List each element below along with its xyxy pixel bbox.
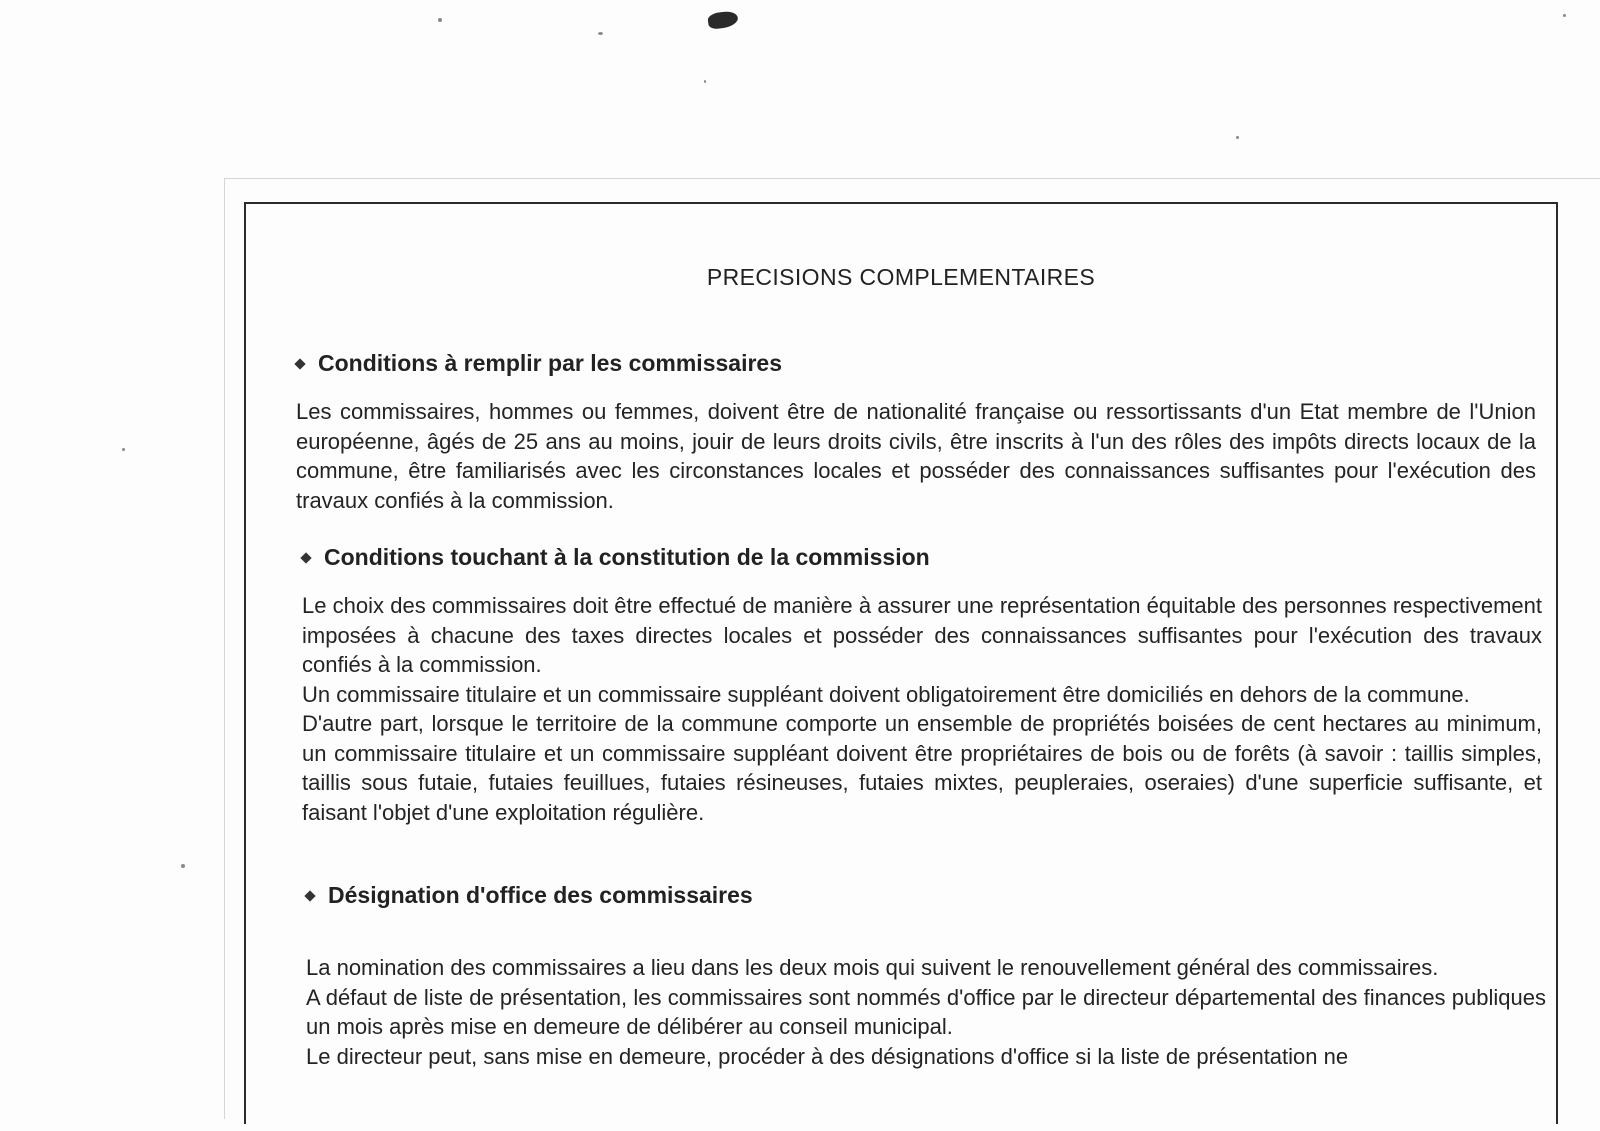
paragraph: Un commissaire titulaire et un commissaire suppléant doivent obligatoirement être domiciliés en dehors de la commune.	[302, 681, 1470, 707]
section-heading-text: Conditions touchant à la constitution de la commission	[324, 544, 930, 570]
scan-speck	[1236, 136, 1239, 139]
scan-speck	[704, 80, 706, 83]
paragraph: La nomination des commissaires a lieu dans les deux mois qui suivent le renouvellement général des commissaires.	[306, 955, 1439, 980]
section-heading	[302, 544, 1542, 571]
section-heading-text: Conditions à remplir par les commissaires	[318, 350, 782, 376]
section-heading-text: Désignation d'office des commissaires	[328, 882, 753, 908]
document-title: PRECISIONS COMPLEMENTAIRES	[706, 264, 1096, 290]
paragraph: Le directeur peut, sans mise en demeure, procéder à des désignations d'office si la liste de présentation ne	[306, 1043, 1349, 1069]
scan-speck	[181, 864, 185, 868]
paragraph: Le choix des commissaires doit être effectué de manière à assurer une représentation équitable des personnes respectivement imposées à chacune des taxes directes locales et posséder des connaissances suffisantes pour l'exécution des travaux confiés à la commission.	[302, 593, 1542, 677]
scan-speck	[1563, 14, 1566, 17]
section-heading	[296, 350, 1536, 377]
ink-blot	[707, 10, 739, 30]
scan-speck	[598, 32, 603, 35]
bullet-diamond-icon	[304, 890, 315, 901]
section-heading	[306, 882, 1546, 909]
section-designation-office	[306, 882, 1546, 1071]
scan-speck	[122, 448, 125, 451]
paragraph: Les commissaires, hommes ou femmes, doivent être de nationalité française ou ressortissants d'un Etat membre de l'Union européenne, âgés de 25 ans au moins, jouir de leurs droits civils, être inscrits à l'un des rôles des impôts directs locaux de la commune, être familiarisés avec les circonstances locales et posséder des connaissances suffisantes pour l'exécution des travaux confiés à la commission.	[296, 399, 1536, 513]
scan-speck	[438, 18, 442, 22]
section-constitution-commission	[302, 544, 1542, 827]
bullet-diamond-icon	[300, 552, 311, 563]
paragraph: A défaut de liste de présentation, les commissaires sont nommés d'office par le directeur départemental des finances publiques un mois après mise en demeure de délibérer au conseil municipal.	[306, 984, 1546, 1039]
section-conditions-commissaires	[296, 350, 1536, 515]
bullet-diamond-icon	[294, 358, 305, 369]
document-frame	[244, 202, 1558, 1124]
paragraph: D'autre part, lorsque le territoire de la commune comporte un ensemble de propriétés boisées de cent hectares au minimum, un commissaire titulaire et un commissaire suppléant doivent être propriétaires de bois ou de forêts (à savoir : taillis simples, taillis sous futaie, futaies feuillues, futaies résineuses, futaies mixtes, peupleraies, oseraies) d'une superficie suffisante, et faisant l'objet d'une exploitation régulière.	[302, 711, 1542, 825]
